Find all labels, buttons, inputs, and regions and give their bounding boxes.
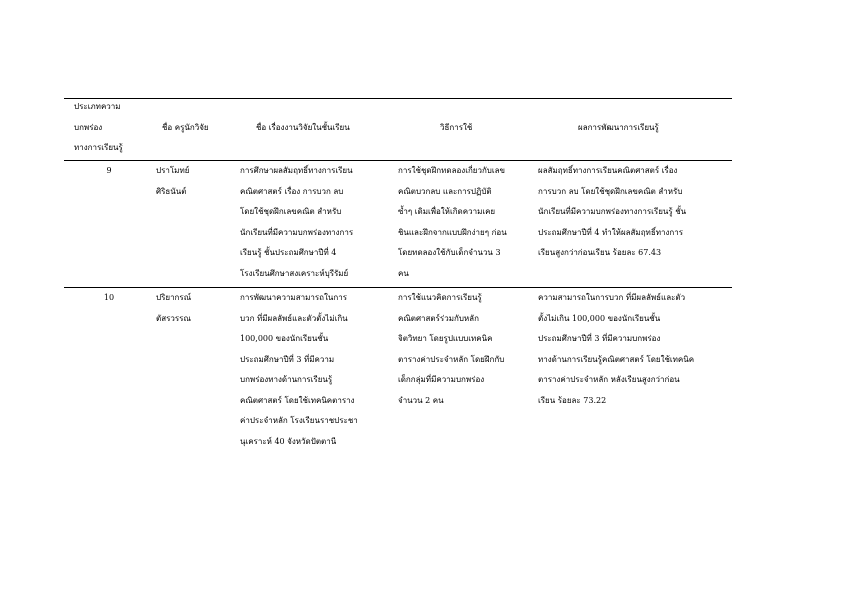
- row2-title: การพัฒนาความสามารถในการ บวก ที่มีผลลัพธ์และตัวตั้งไม่เกิน 100,000 ของนักเรียนชั้น ประถมศึกษาปีที่ 3 ที่มีความ บกพร่องทางด้านการเรียนรู้ คณิตศาสตร์ โดยใช้เทคนิคตาราง ค่าประจำหลัก โรงเรียนราชประชา นุเคราะห์ 40 จังหวัดปัตตานี: [240, 293, 358, 446]
- header-type: ประเภทความ บกพร่อง ทางการเรียนรู้: [74, 102, 123, 152]
- header-method: วิธีการใช้: [440, 123, 473, 132]
- row2-result: ความสามารถในการบวก ที่มีผลลัพธ์และตัว ตั้งไม่เกิน 100,000 ของนักเรียนชั้น ประถมศึกษาปีที่ 3 ที่มีความบกพร่อง ทางด้านการเรียนรู้คณิตศาสตร์ โดยใช้เทคนิค ตารางค่าประจำหลัก หลังเรียนสูงกว่าก่อน เรียน ร้อยละ 73.22: [538, 293, 695, 405]
- row1-result: ผลสัมฤทธิ์ทางการเรียนคณิตศาสตร์ เรื่อง การบวก ลบ โดยใช้ชุดฝึกเลขคณิต สำหรับ นักเรียนที่มีความบกพร่องทางการเรียนรู้ ชั้น ประถมศึกษาปีที่ 4 ทำให้ผลสัมฤทธิ์ทางการ เรียนสูงกว่าก่อนเรียน ร้อยละ 67.43: [538, 166, 687, 257]
- row1-type: 9: [106, 166, 112, 175]
- row2-researcher: ปริยากรณ์ ตัสรวรรณ: [156, 293, 192, 323]
- row1-method: การใช้ชุดฝึกทดลองเกี่ยวกับเลข คณิตบวกลบ และการปฏิบัติ ซ้ำๆ เดิมเพื่อให้เกิดความเคย ชินและฝึกจากแบบฝึกง่ายๆ ก่อน โดยทดลองใช้กับเด็กจำนวน 3 คน: [398, 166, 507, 278]
- header-researcher: ชื่อ ครูนักวิจัย: [162, 123, 209, 132]
- header-title: ชื่อ เรื่องงานวิจัยในชั้นเรียน: [256, 123, 350, 132]
- row2-type: 10: [103, 293, 115, 302]
- top-rule: [64, 98, 732, 99]
- row2-method: การใช้แนวคิดการเรียนรู้ คณิตศาสตร์ร่วมกับหลัก จิตวิทยา โดยรูปแบบเทคนิค ตารางค่าประจำหลัก โดยฝึกกับ เด็กกลุ่มที่มีความบกพร่อง จำนวน 2 คน: [398, 293, 505, 405]
- header-result: ผลการพัฒนาการเรียนรู้: [578, 123, 659, 132]
- row1-title: การศึกษาผลสัมฤทธิ์ทางการเรียน คณิตศาสตร์ เรื่อง การบวก ลบ โดยใช้ชุดฝึกเลขคณิต สำหรับ นักเรียนที่มีความบกพร่องทางการ เรียนรู้ ชั้นประถมศึกษาปีที่ 4 โรงเรียนศึกษาสงเคราะห์บุรีรัมย์: [240, 166, 354, 278]
- row1-researcher: ปราโมทย์ ศิริธนันต์: [156, 166, 190, 196]
